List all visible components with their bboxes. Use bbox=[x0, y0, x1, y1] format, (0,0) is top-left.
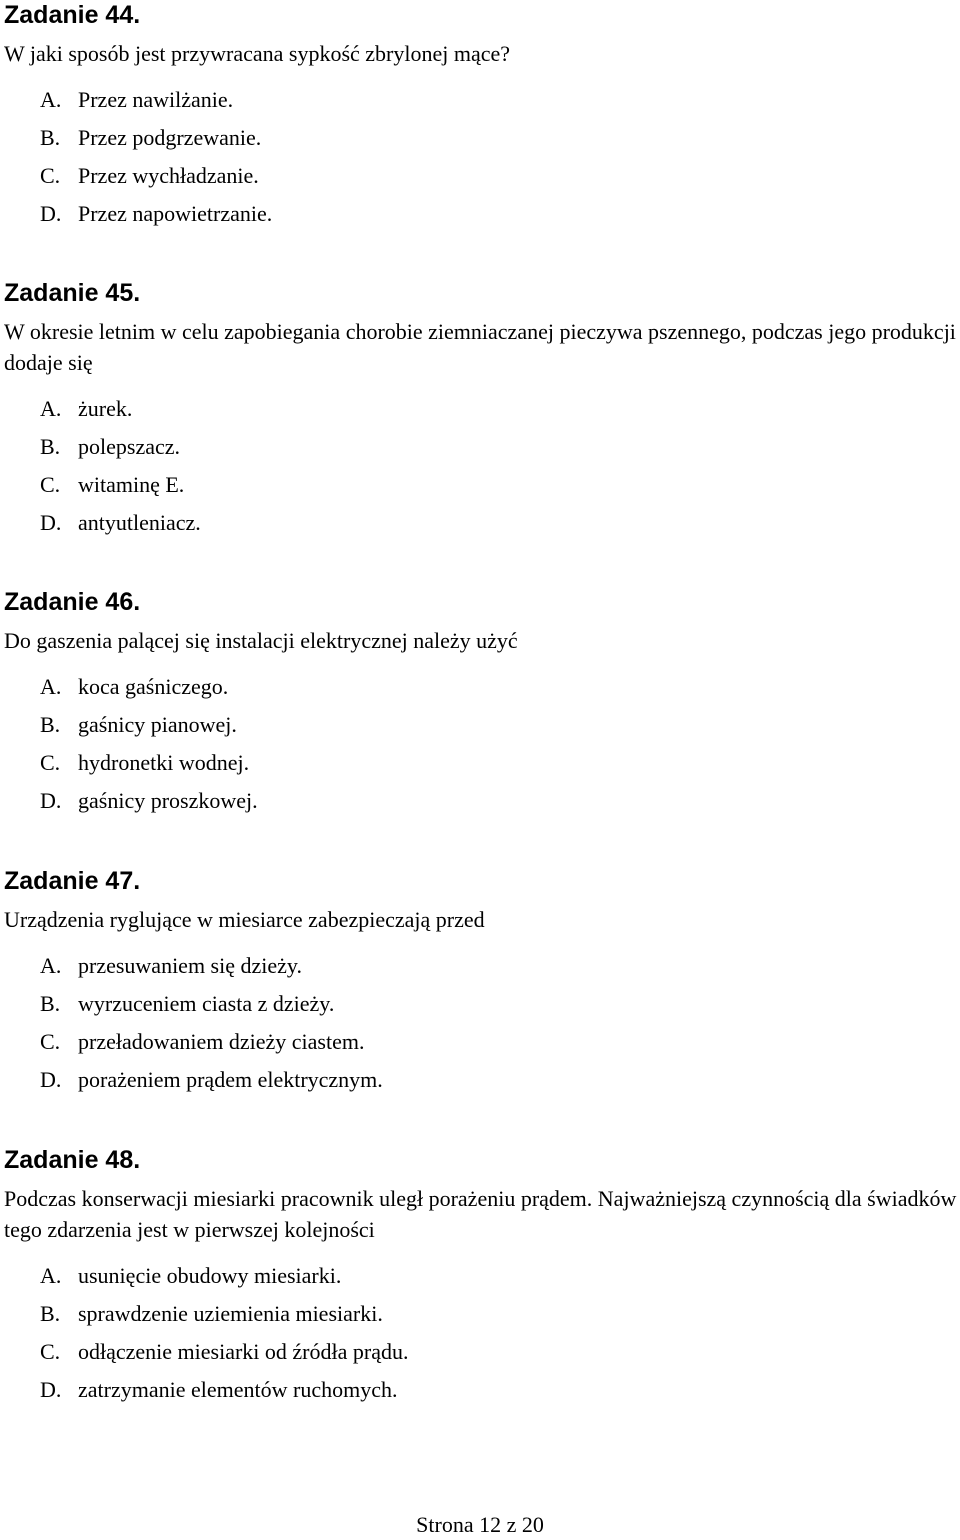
option-letter: D. bbox=[40, 788, 62, 813]
answer-option-b bbox=[4, 706, 958, 744]
option-letter: C. bbox=[40, 1339, 61, 1364]
page-number-footer: Strona 12 z 20 bbox=[416, 1512, 544, 1537]
option-text: usunięcie obudowy miesiarki. bbox=[78, 1263, 342, 1288]
answer-option-a bbox=[4, 668, 958, 706]
answer-option-d bbox=[4, 1371, 958, 1409]
option-letter: A. bbox=[40, 396, 62, 421]
answer-option-a bbox=[4, 390, 958, 428]
answer-option-a bbox=[4, 81, 958, 119]
task-question: Urządzenia ryglujące w miesiarce zabezpieczają przed bbox=[4, 907, 485, 932]
option-text: przesuwaniem się dzieży. bbox=[78, 953, 302, 978]
option-text: Przez wychładzanie. bbox=[78, 163, 259, 188]
option-text: witaminę E. bbox=[78, 472, 185, 497]
answer-option-c bbox=[4, 744, 958, 782]
option-letter: D. bbox=[40, 201, 62, 226]
option-text: polepszacz. bbox=[78, 434, 180, 459]
option-letter: D. bbox=[40, 510, 62, 535]
answer-option-d bbox=[4, 504, 958, 542]
answer-option-c bbox=[4, 1023, 958, 1061]
answer-option-d bbox=[4, 195, 958, 233]
task-question: Podczas konserwacji miesiarki pracownik uległ porażeniu prądem. Najważniejszą czynnością dla świadków tego zdarzenia jest w pierwszej kolejności bbox=[4, 1186, 957, 1242]
option-text: gaśnicy pianowej. bbox=[78, 712, 237, 737]
answer-options bbox=[4, 947, 958, 1099]
option-letter: D. bbox=[40, 1377, 62, 1402]
option-text: odłączenie miesiarki od źródła prądu. bbox=[78, 1339, 409, 1364]
task-title: Zadanie 46. bbox=[4, 588, 141, 616]
answer-options bbox=[4, 668, 958, 820]
option-text: Przez nawilżanie. bbox=[78, 87, 234, 112]
option-text: hydronetki wodnej. bbox=[78, 750, 250, 775]
option-letter: A. bbox=[40, 674, 62, 699]
task-title: Zadanie 45. bbox=[4, 279, 141, 307]
option-letter: A. bbox=[40, 87, 62, 112]
option-text: żurek. bbox=[78, 396, 133, 421]
option-letter: B. bbox=[40, 125, 61, 150]
option-text: porażeniem prądem elektrycznym. bbox=[78, 1067, 383, 1092]
task-47 bbox=[4, 866, 958, 1099]
option-letter: A. bbox=[40, 1263, 62, 1288]
answer-option-d bbox=[4, 1061, 958, 1099]
answer-option-c bbox=[4, 1333, 958, 1371]
task-45 bbox=[4, 278, 958, 542]
task-question: W okresie letnim w celu zapobiegania chorobie ziemniaczanej pieczywa pszennego, podczas jego produkcji dodaje się bbox=[4, 319, 956, 375]
option-text: przeładowaniem dzieży ciastem. bbox=[78, 1029, 365, 1054]
answer-options bbox=[4, 1257, 958, 1409]
option-text: gaśnicy proszkowej. bbox=[78, 788, 258, 813]
option-letter: B. bbox=[40, 991, 61, 1016]
answer-option-a bbox=[4, 1257, 958, 1295]
answer-option-b bbox=[4, 985, 958, 1023]
option-text: Przez napowietrzanie. bbox=[78, 201, 273, 226]
option-letter: B. bbox=[40, 434, 61, 459]
option-letter: C. bbox=[40, 1029, 61, 1054]
option-letter: C. bbox=[40, 163, 61, 188]
answer-option-b bbox=[4, 119, 958, 157]
task-title: Zadanie 48. bbox=[4, 1146, 141, 1174]
answer-option-c bbox=[4, 157, 958, 195]
option-letter: D. bbox=[40, 1067, 62, 1092]
answer-option-b bbox=[4, 428, 958, 466]
option-text: Przez podgrzewanie. bbox=[78, 125, 262, 150]
answer-option-d bbox=[4, 782, 958, 820]
option-letter: C. bbox=[40, 750, 61, 775]
option-letter: B. bbox=[40, 712, 61, 737]
answer-option-b bbox=[4, 1295, 958, 1333]
option-text: wyrzuceniem ciasta z dzieży. bbox=[78, 991, 335, 1016]
option-text: zatrzymanie elementów ruchomych. bbox=[78, 1377, 398, 1402]
answer-option-a bbox=[4, 947, 958, 985]
option-letter: A. bbox=[40, 953, 62, 978]
option-letter: B. bbox=[40, 1301, 61, 1326]
task-48 bbox=[4, 1145, 958, 1409]
option-text: koca gaśniczego. bbox=[78, 674, 229, 699]
task-title: Zadanie 44. bbox=[4, 1, 141, 29]
task-title: Zadanie 47. bbox=[4, 867, 141, 895]
answer-options bbox=[4, 81, 958, 233]
option-letter: C. bbox=[40, 472, 61, 497]
task-question: W jaki sposób jest przywracana sypkość zbrylonej mące? bbox=[4, 41, 511, 66]
task-44 bbox=[4, 0, 958, 233]
answer-options bbox=[4, 390, 958, 542]
option-text: antyutleniacz. bbox=[78, 510, 201, 535]
task-46 bbox=[4, 587, 958, 820]
task-question: Do gaszenia palącej się instalacji elektrycznej należy użyć bbox=[4, 628, 518, 653]
answer-option-c bbox=[4, 466, 958, 504]
option-text: sprawdzenie uziemienia miesiarki. bbox=[78, 1301, 383, 1326]
